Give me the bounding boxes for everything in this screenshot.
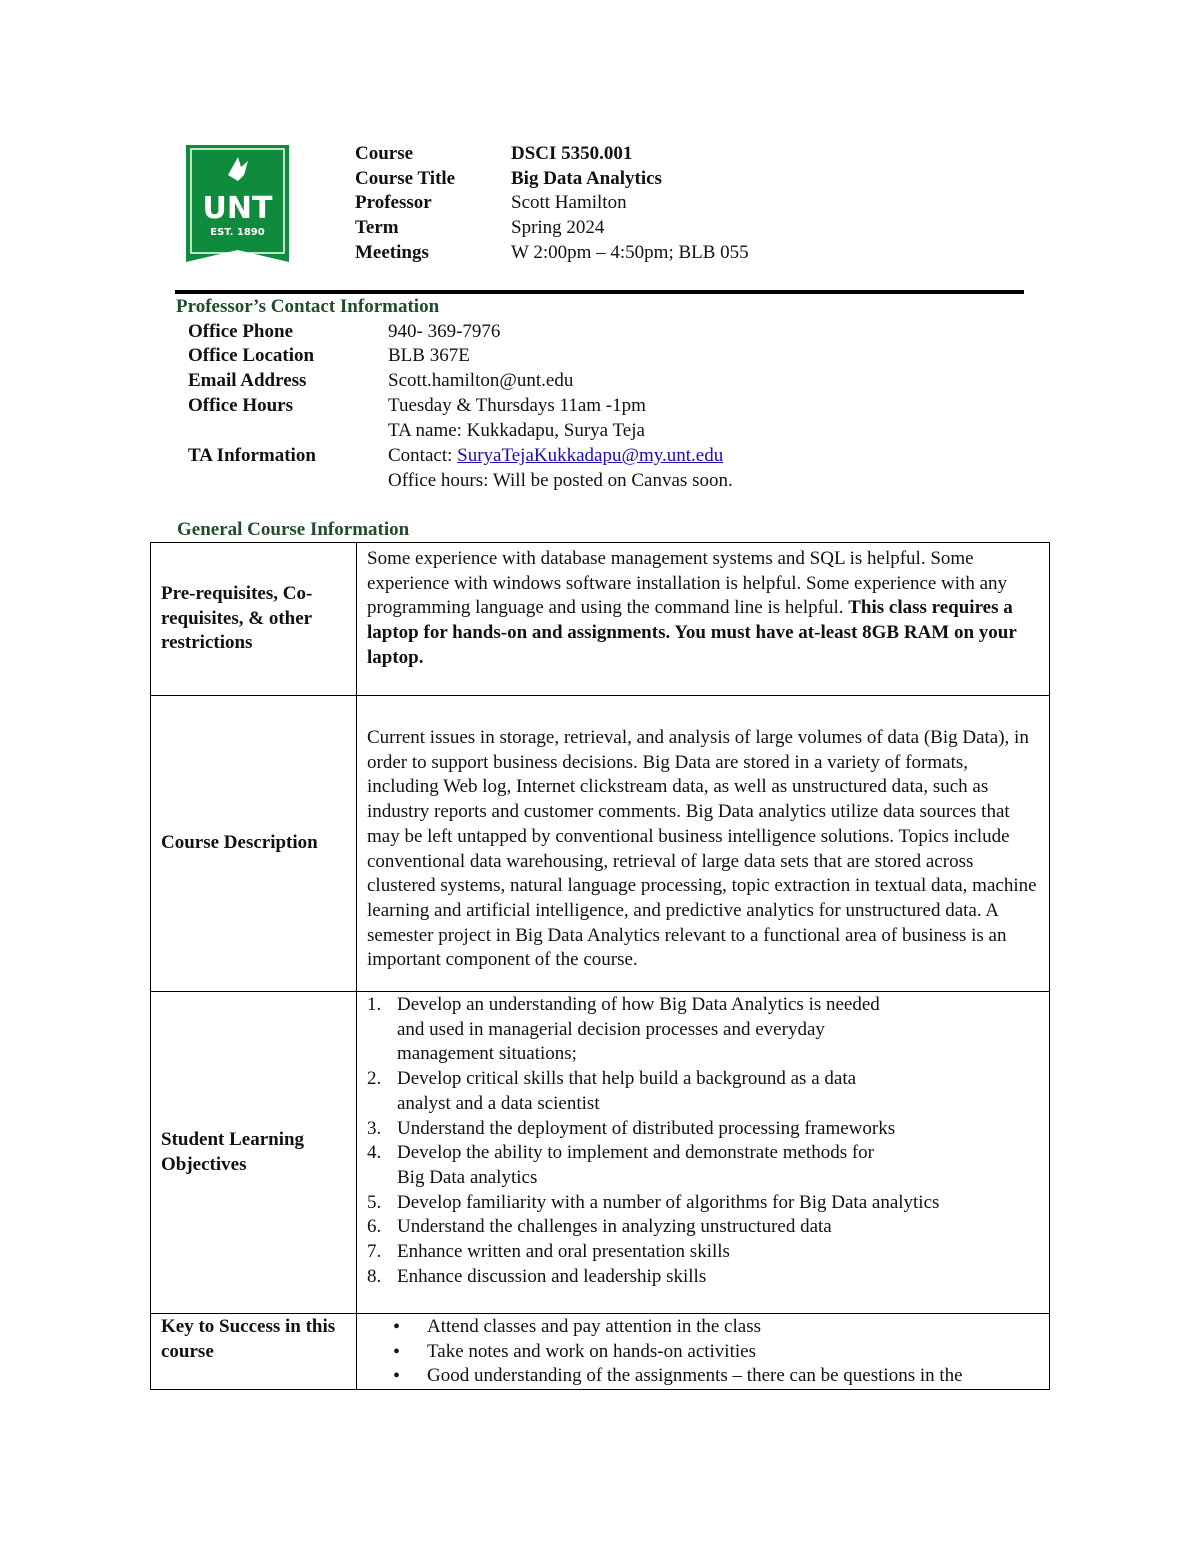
ta-contact bbox=[388, 445, 723, 467]
objective-text: Understand the challenges in analyzing unstructured data bbox=[397, 1216, 832, 1238]
objective-number: 3. bbox=[367, 1117, 382, 1139]
ta-office-hours: Office hours: Will be posted on Canvas soon. bbox=[388, 470, 733, 491]
general-section-title: General Course Information bbox=[177, 519, 410, 540]
ta-email-link[interactable]: SuryaTejaKukkadapu@my.unt.edu bbox=[457, 445, 724, 466]
description-label: Course Description bbox=[151, 696, 357, 992]
objective-text: Enhance discussion and leadership skills bbox=[397, 1265, 707, 1287]
objective-text: management situations; bbox=[397, 1043, 577, 1065]
objective-number: 1. bbox=[367, 994, 382, 1015]
keys-cell bbox=[357, 1314, 1050, 1390]
key-label: Key to Success in this course bbox=[151, 1314, 357, 1390]
contact-label: Office Hours bbox=[188, 395, 294, 416]
objective-item bbox=[357, 1265, 1039, 1290]
objective-item bbox=[357, 1141, 1039, 1190]
contact-section-title: Professor’s Contact Information bbox=[176, 296, 440, 317]
objective-item bbox=[357, 993, 1039, 1067]
prereq-text: Some experience with database management systems and SQL is helpful. Some experience with windows software installation is helpful. Some experience with any programming language and using the command line is helpful. bbox=[367, 548, 1008, 619]
objective-text: Develop an understanding of how Big Data Analytics is needed bbox=[397, 994, 880, 1015]
table-row bbox=[151, 992, 1050, 1314]
list-item: • Take notes and work on hands-on activities bbox=[357, 1340, 1049, 1365]
ta-name: TA name: Kukkadapu, Surya Teja bbox=[388, 420, 645, 441]
objective-number: 2. bbox=[367, 1068, 382, 1090]
list-item: • Good understanding of the assignments – there can be questions in the bbox=[357, 1364, 1049, 1389]
header-label: Course bbox=[355, 143, 414, 164]
objectives-list bbox=[357, 993, 1039, 1289]
objective-item bbox=[357, 1215, 1039, 1240]
keys-list bbox=[357, 1315, 1049, 1389]
logo-wordmark: UNT bbox=[202, 191, 273, 226]
header-value: Big Data Analytics bbox=[511, 168, 662, 189]
prereq-label: Pre-requisites, Co-requisites, & other restrictions bbox=[151, 543, 357, 696]
contact-value: 940- 369-7976 bbox=[388, 321, 501, 342]
header-label: Course Title bbox=[355, 168, 456, 189]
prereq-bold-text: This class requires a laptop for hands-on and assignments. You must have at-least 8GB RAM on your laptop. bbox=[367, 597, 1017, 668]
objective-number: 4. bbox=[367, 1142, 382, 1164]
objectives-cell bbox=[357, 992, 1050, 1314]
objective-text: analyst and a data scientist bbox=[397, 1092, 600, 1114]
objective-item bbox=[357, 1191, 1039, 1216]
contact-value: Tuesday & Thursdays 11am -1pm bbox=[388, 395, 646, 416]
course-info-table bbox=[150, 542, 1050, 1390]
list-item: • Attend classes and pay attention in the class bbox=[357, 1315, 1049, 1340]
objective-text: Develop familiarity with a number of algorithms for Big Data analytics bbox=[397, 1191, 940, 1213]
table-row bbox=[151, 696, 1050, 992]
objective-text: and used in managerial decision processes and everyday bbox=[397, 1018, 825, 1040]
header-label: Professor bbox=[355, 192, 432, 213]
divider bbox=[175, 290, 1024, 294]
table-row bbox=[151, 543, 1050, 696]
contact-value: Scott.hamilton@unt.edu bbox=[388, 370, 574, 391]
prereq-cell bbox=[357, 543, 1050, 696]
description-text: Current issues in storage, retrieval, and analysis of large volumes of data (Big Data), in order to support business decisions. Big Data are stored in a variety of formats, including Web log, Internet clickstream data, as well as unstructured data, such as industry reports and customer comments. Big Data analytics utilize data sources that may be left untapped by conventional business intelligence solutions. Topics include conventional data warehousing, retrieval of large data sets that are stored across clustered systems, natural language processing, topic extraction in textual data, machine learning and artificial intelligence, and predictive analytics for unstructured data. A semester project in Big Data Analytics relevant to a functional area of business is an important component of the course. bbox=[357, 696, 1050, 992]
objective-text: Big Data analytics bbox=[397, 1166, 538, 1188]
header-value: Scott Hamilton bbox=[511, 192, 627, 213]
ta-contact-prefix: Contact: bbox=[388, 445, 458, 466]
table-row bbox=[151, 1314, 1050, 1390]
objective-text: Understand the deployment of distributed processing frameworks bbox=[397, 1117, 896, 1139]
contact-label: Office Phone bbox=[188, 321, 294, 342]
objective-number: 7. bbox=[367, 1241, 382, 1263]
objective-number: 6. bbox=[367, 1216, 382, 1238]
header-value: DSCI 5350.001 bbox=[511, 143, 633, 164]
objective-number: 8. bbox=[367, 1265, 382, 1287]
header-value: W 2:00pm – 4:50pm; BLB 055 bbox=[511, 242, 749, 263]
objective-item bbox=[357, 1240, 1039, 1265]
objective-item bbox=[357, 1067, 1039, 1116]
logo-est: EST. 1890 bbox=[210, 227, 265, 238]
objectives-label: Student Learning Objectives bbox=[151, 992, 357, 1314]
objective-text: Enhance written and oral presentation skills bbox=[397, 1241, 730, 1263]
contact-label: Email Address bbox=[188, 370, 307, 391]
contact-value: BLB 367E bbox=[388, 345, 470, 366]
objective-number: 5. bbox=[367, 1191, 382, 1213]
objective-text: Develop critical skills that help build a background as a data bbox=[397, 1068, 857, 1090]
objective-text: Develop the ability to implement and demonstrate methods for bbox=[397, 1142, 874, 1164]
objective-item bbox=[357, 1117, 1039, 1142]
header-label: Meetings bbox=[355, 242, 429, 263]
contact-label: TA Information bbox=[188, 445, 316, 466]
contact-label: Office Location bbox=[188, 345, 315, 366]
unt-logo bbox=[186, 145, 289, 262]
header-label: Term bbox=[355, 217, 399, 238]
header-value: Spring 2024 bbox=[511, 217, 605, 238]
